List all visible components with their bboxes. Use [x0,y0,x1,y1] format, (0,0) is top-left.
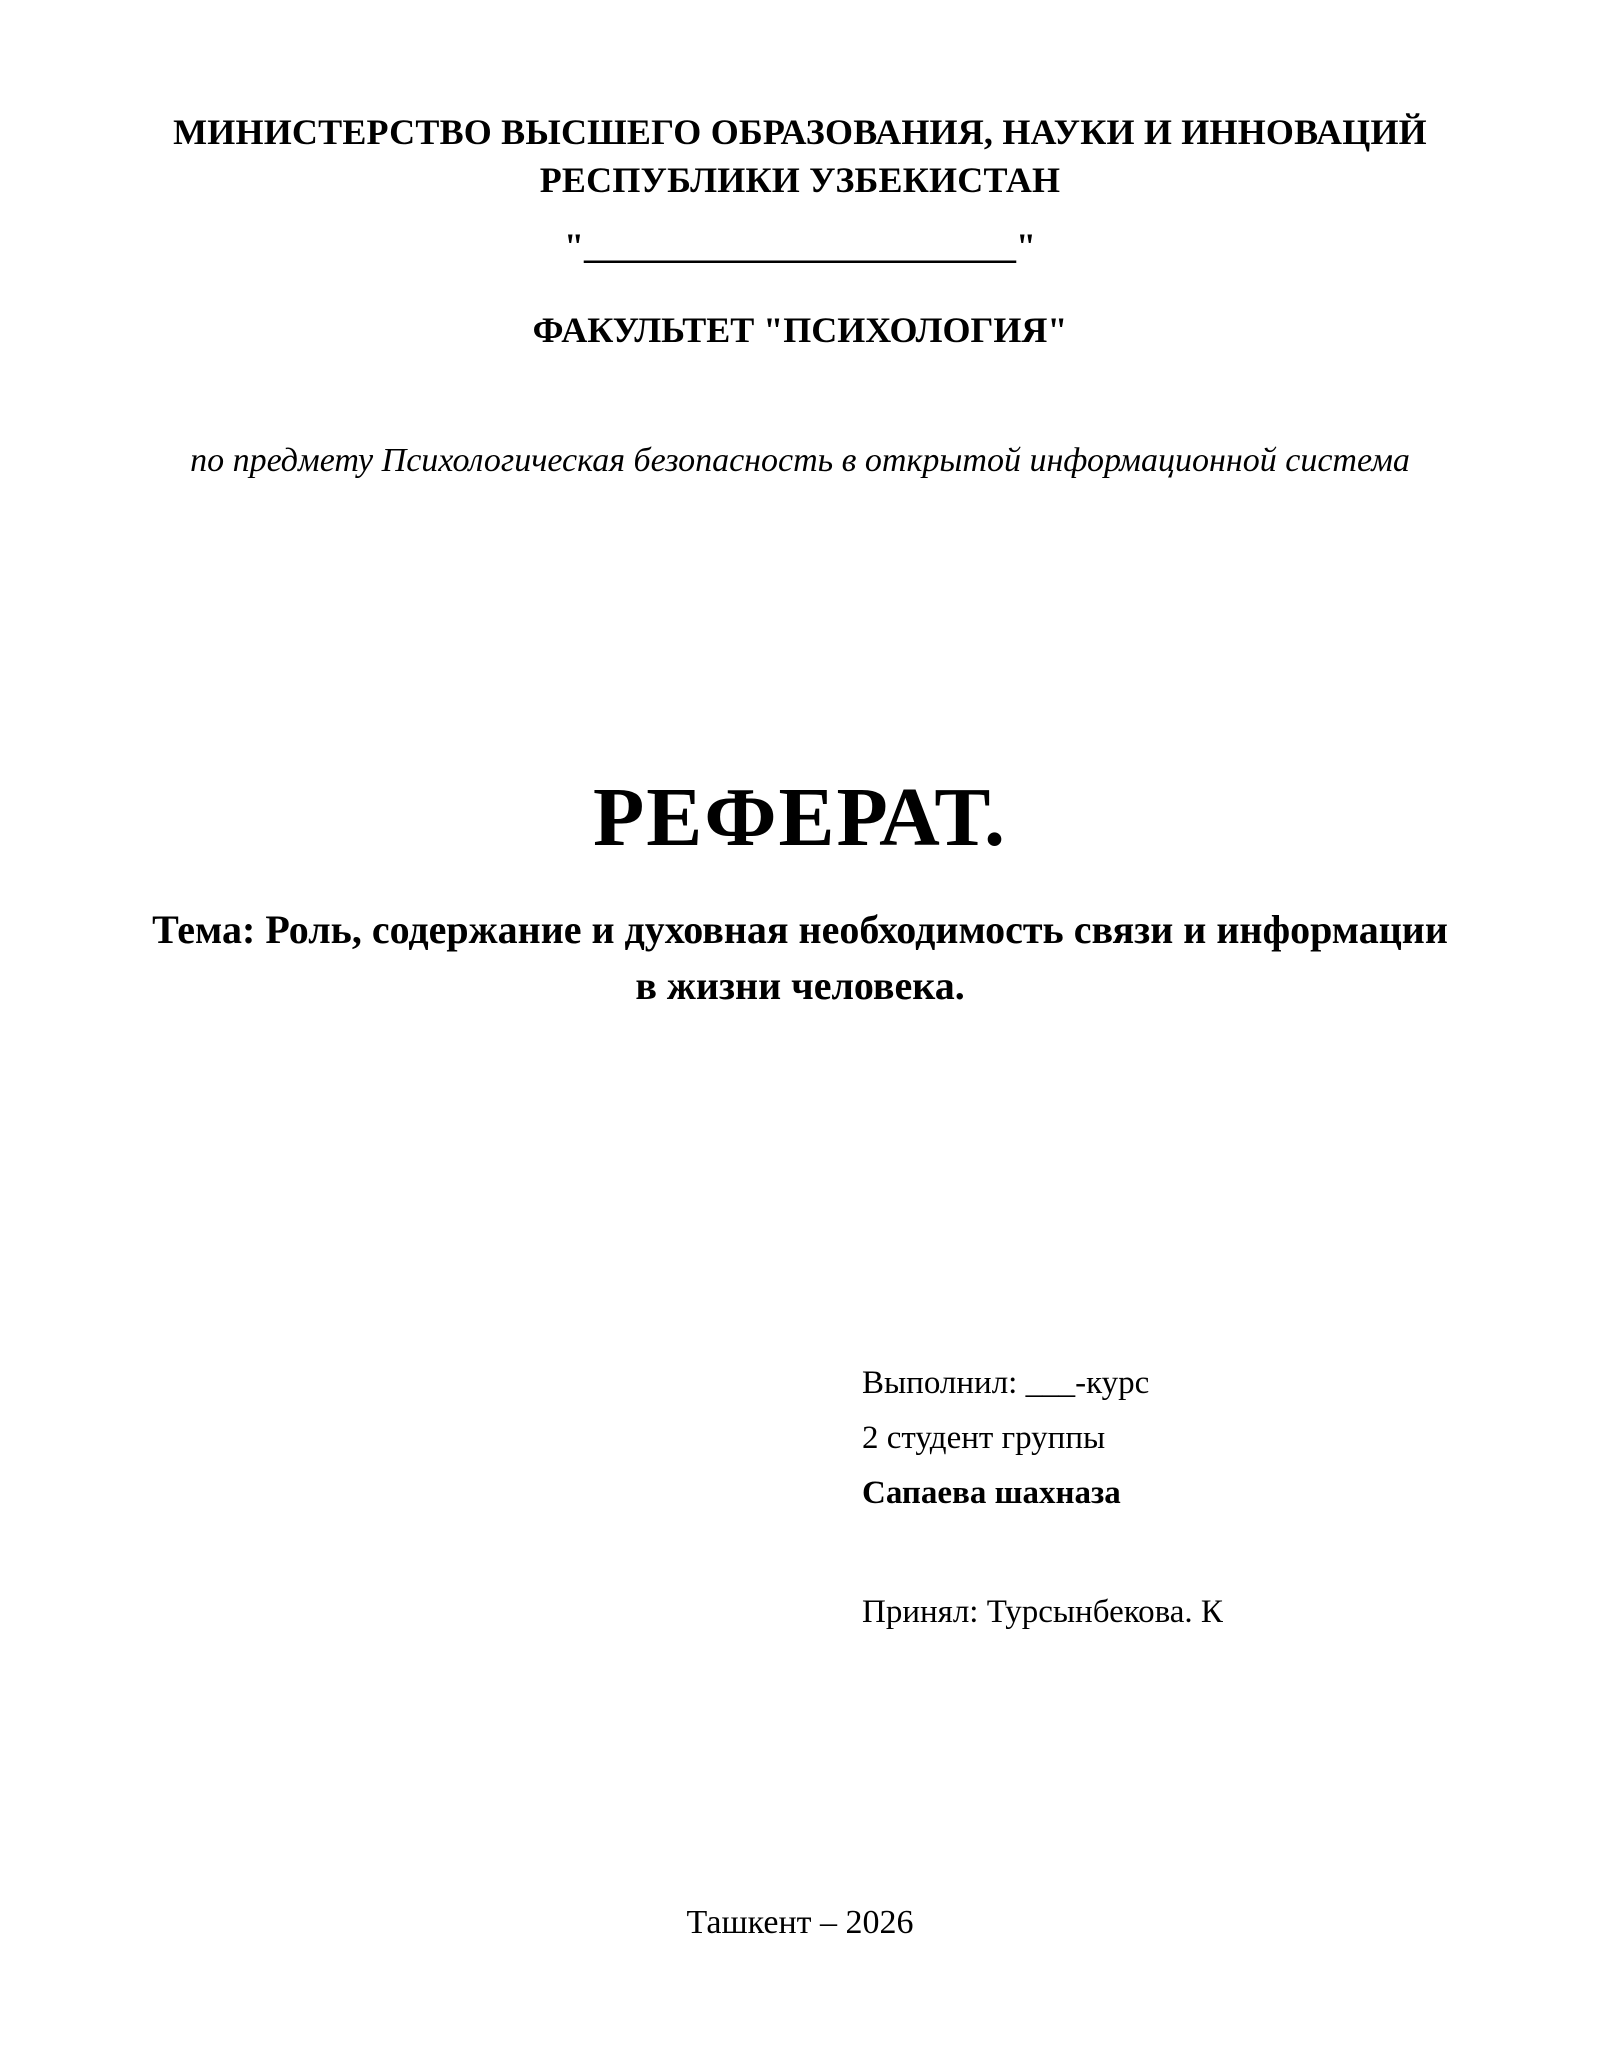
document-topic [100,902,1500,1014]
accepted-by: Принял: Турсынбекова. К [862,1594,1223,1630]
completed-by: Выполнил: ___-курс [862,1365,1150,1401]
university-placeholder: "________________________" [564,226,1036,266]
student-group: 2 студент группы [862,1420,1106,1456]
author-info [862,1356,1502,1640]
document-title: РЕФЕРАТ. [593,771,1007,864]
info-spacer [862,1521,1502,1585]
ministry-line-1: МИНИСТЕРСТВО ВЫСШЕГО ОБРАЗОВАНИЯ, НАУКИ И ИННОВАЦИЙ [173,112,1427,152]
faculty-name: ФАКУЛЬТЕТ "ПСИХОЛОГИЯ" [532,310,1068,350]
ministry-line-2: РЕСПУБЛИКИ УЗБЕКИСТАН [539,160,1061,200]
student-name: Сапаева шахназа [862,1475,1121,1511]
subject-line: по предмету Психологическая безопасность в открытой информационной система [190,442,1410,479]
city-year: Ташкент – 2026 [686,1904,914,1941]
ministry-header [0,108,1600,204]
topic-line-2: в жизни человека. [635,963,965,1008]
topic-line-1: Тема: Роль, содержание и духовная необходимость связи и информации [152,907,1448,952]
